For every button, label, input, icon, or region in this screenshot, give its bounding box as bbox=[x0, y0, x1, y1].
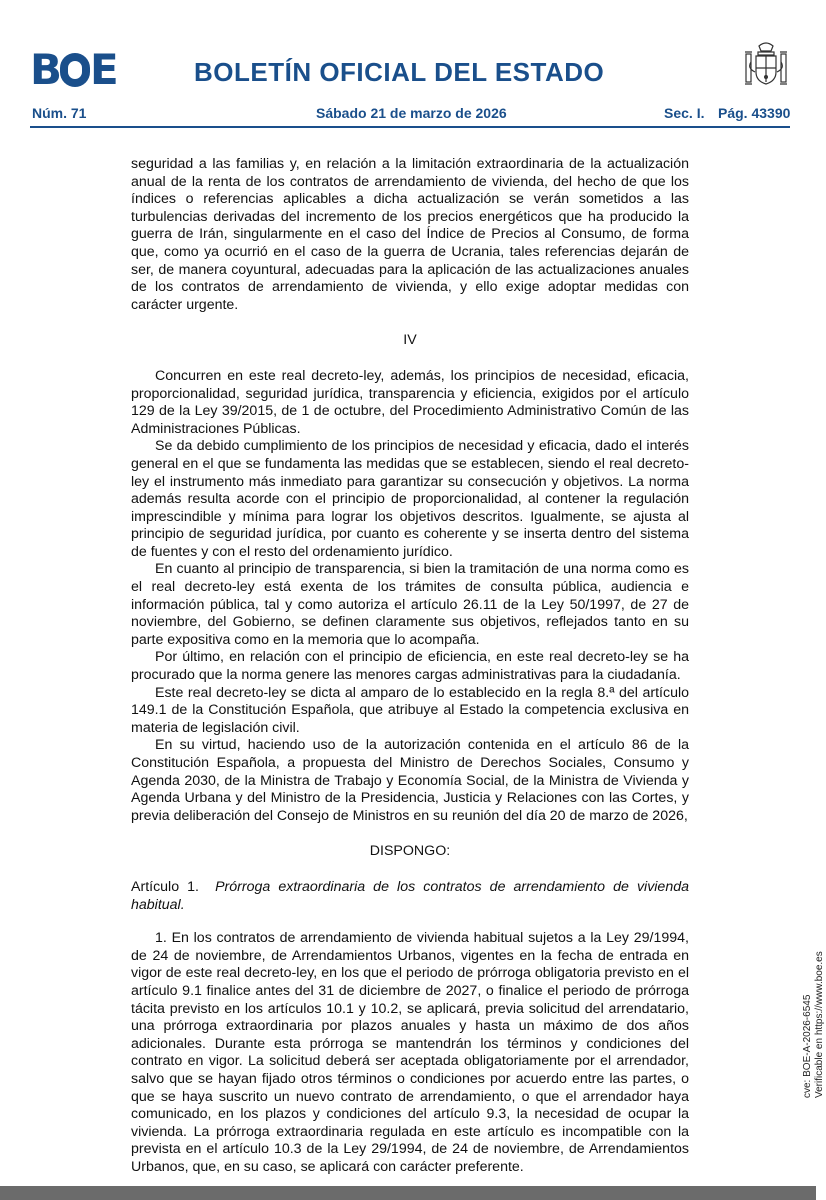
paragraph: En su virtud, haciendo uso de la autorización contenida en el artículo 86 de la Constitución Española, a propuesta del Ministro de Derechos Sociales, Consumo y Agenda 2030, de la Ministra de Trabajo y Economía Social, de la Ministra de Vivienda y Agenda Urbana y del Ministro de la Presidencia, Justicia y Relaciones con las Cortes, y previa deliberación del Consejo de Ministros en su reunión del día 20 de marzo de 2026, bbox=[131, 737, 689, 824]
intro-paragraph: seguridad a las familias y, en relación a la limitación extraordinaria de la actualización anual de la renta de los contratos de arrendamiento de vivienda, del hecho de que los índices o referencias aplicables a dicha actualización se verán sometidos a las turbulencias derivadas del incremento de los precios energéticos que ha producido la guerra de Irán, singularmente en el caso del Índice de Precios al Consumo, de forma que, como ya ocurrió en el caso de la guerra de Ucrania, tales referencias dejarán de ser, de manera coyuntural, adecuadas para la aplicación de las actualizaciones anuales de los contratos de arrendamiento de vivienda, y ello exige adoptar medidas con carácter urgente. bbox=[131, 156, 689, 313]
paragraph: Concurren en este real decreto-ley, además, los principios de necesidad, eficacia, proporcionalidad, seguridad jurídica, transparencia y eficiencia, exigidos por el artículo 129 de la Ley 39/2015, de 1 de octubre, del Procedimiento Administrativo Común de las Administraciones Públicas. bbox=[131, 367, 689, 437]
boe-logo: B E bbox=[30, 45, 117, 94]
article-title: Prórroga extraordinaria de los contratos de arrendamiento de vivienda habitual. bbox=[131, 878, 689, 913]
document-body bbox=[131, 156, 689, 1176]
logo-seal-icon bbox=[60, 53, 90, 87]
coat-of-arms-icon bbox=[742, 40, 790, 92]
verification-link[interactable]: Verificable en https://www.boe.es bbox=[814, 951, 825, 1098]
paragraph: En cuanto al principio de transparencia, si bien la tramitación de una norma como es el real decreto-ley está exenta de los trámites de consulta pública, audiencia e información pública, tal y como autoriza el artículo 26.11 de la Ley 50/1997, de 27 de noviembre, del Gobierno, se definen claramente sus objetivos, reflejados tanto en su parte expositiva como en la memoria que lo acompaña. bbox=[131, 561, 689, 648]
paragraph: Por último, en relación con el principio de eficiencia, en este real decreto-ley se ha procurado que la norma genere las menores cargas administrativas para la ciudadanía. bbox=[131, 649, 689, 684]
cve-code: cve: BOE-A-2026-6545 bbox=[802, 994, 813, 1098]
side-verification bbox=[762, 932, 825, 1102]
header-divider bbox=[30, 126, 790, 128]
article-heading bbox=[131, 879, 689, 914]
paragraph: Se da debido cumplimiento de los principios de necesidad y eficacia, dado el interés general en el que se fundamenta las medidas que se establecen, siendo el real decreto-ley el instrumento más inmediato para garantizar su consecución y objetivos. La norma además resulta acorde con el principio de proporcionalidad, al contener la regulación imprescindible y mínima para lograr los objetivos descritos. Igualmente, se ajusta al principio de seguridad jurídica, por cuanto es coherente y se inserta dentro del sistema de fuentes y con el resto del ordenamiento jurídico. bbox=[131, 438, 689, 560]
section-label: Sec. I. bbox=[664, 105, 705, 121]
page-number: Pág. 43390 bbox=[718, 105, 791, 121]
dispongo-heading: DISPONGO: bbox=[369, 843, 451, 860]
article-paragraph: 1. En los contratos de arrendamiento de vivienda habitual sujetos a la Ley 29/1994, de 24 de noviembre, de Arrendamientos Urbanos, vigentes en la fecha de entrada en vigor de este real decreto-ley, en los que el periodo de prórroga obligatoria previsto en el artículo 9.1 finalice antes del 31 de diciembre de 2027, o finalice el periodo de prórroga tácita previsto en los artículos 10.1 y 10.2, se aplicará, previa solicitud del arrendatario, una prórroga extraordinaria por plazos anuales y hasta un máximo de dos años adicionales. Durante esta prórroga se mantendrán los términos y condiciones del contrato en vigor. La solicitud deberá ser aceptada obligatoriamente por el arrendador, salvo que se hayan fijado otros términos o condiciones por acuerdo entre las partes, o que se haya suscrito un nuevo contrato de arrendamiento, o que el arrendador haya comunicado, en los plazos y condiciones del artículo 9.3, la necesidad de ocupar la vivienda. La prórroga extraordinaria regulada en este artículo es incompatible con la prevista en el artículo 10.3 de la Ley 29/1994, de 24 de noviembre, de Arrendamientos Urbanos, que, en su caso, se aplicará con carácter preferente. bbox=[131, 930, 689, 1175]
paragraph: Este real decreto-ley se dicta al amparo de lo establecido en la regla 8.ª del artículo 149.1 de la Constitución Española, que atribuye al Estado la competencia exclusiva en materia de legislación civil. bbox=[131, 684, 689, 736]
section-numeral: IV bbox=[403, 332, 417, 349]
footer-bar bbox=[0, 1186, 816, 1200]
article-number: Artículo 1. bbox=[131, 878, 200, 895]
document-header bbox=[0, 0, 816, 130]
issue-number: Núm. 71 bbox=[32, 105, 87, 121]
gazette-title: BOLETÍN OFICIAL DEL ESTADO bbox=[194, 57, 605, 87]
issue-date: Sábado 21 de marzo de 2026 bbox=[316, 105, 507, 121]
